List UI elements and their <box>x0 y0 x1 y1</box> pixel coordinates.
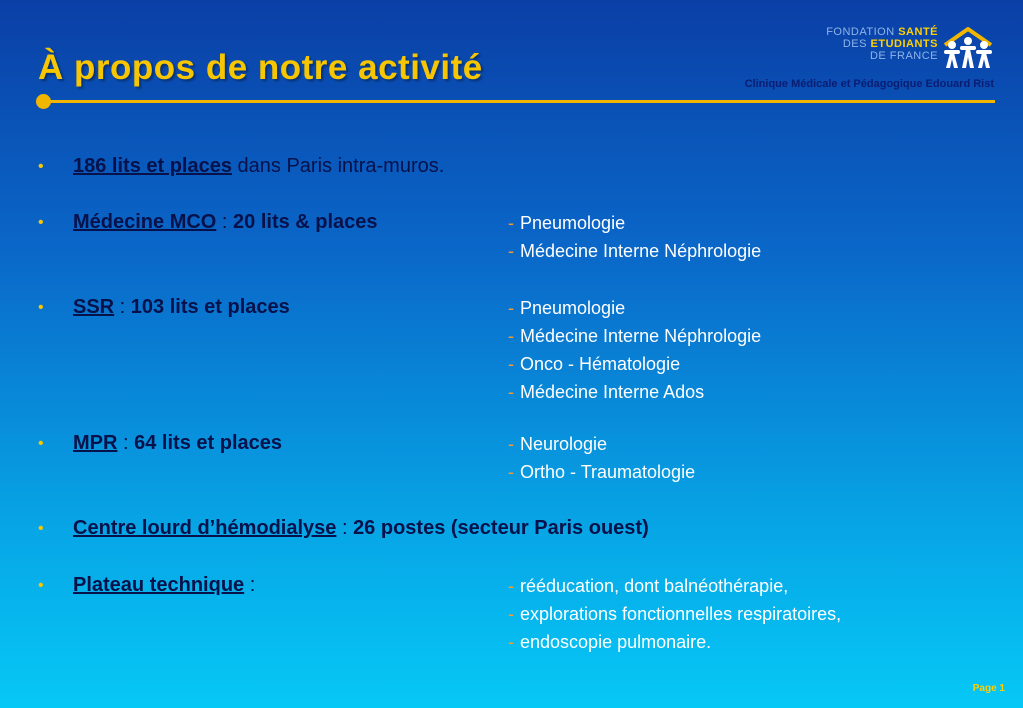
clinic-subtitle: Clinique Médicale et Pédagogique Edouard Rist <box>744 78 994 90</box>
bullet-icon: • <box>38 299 44 316</box>
list-item: MPR : 64 lits et places <box>73 432 282 454</box>
list-item: Plateau technique : <box>73 574 256 596</box>
sub-item: - Médecine Interne Néphrologie <box>508 326 762 346</box>
sub-item: - Pneumologie <box>508 298 626 318</box>
sub-item: - Onco - Hématologie <box>508 354 681 374</box>
sub-item: - Neurologie <box>508 434 608 454</box>
sub-item: - Ortho - Traumatologie <box>508 462 696 482</box>
item-link[interactable]: Plateau technique <box>73 574 245 596</box>
item-link[interactable]: 186 lits et places <box>73 155 232 177</box>
item-link[interactable]: SSR <box>73 296 115 318</box>
item-link[interactable]: Centre lourd d’hémodialyse <box>73 517 337 539</box>
bullet-icon: • <box>38 435 44 452</box>
page-title: À propos de notre activité <box>38 48 483 87</box>
sub-item: - Médecine Interne Néphrologie <box>508 241 762 261</box>
bullet-icon: • <box>38 520 44 537</box>
sub-item: - endoscopie pulmonaire. <box>508 632 712 652</box>
sub-item: - explorations fonctionnelles respiratoires, <box>508 604 842 624</box>
list-item: Centre lourd d’hémodialyse : 26 postes (secteur Paris ouest) <box>73 517 649 539</box>
bullet-icon: • <box>38 214 44 231</box>
item-link[interactable]: Médecine MCO <box>73 211 217 233</box>
title-rule <box>42 100 995 103</box>
list-item: SSR : 103 lits et places <box>73 296 290 318</box>
sub-item: - Médecine Interne Ados <box>508 382 705 402</box>
list-item: 186 lits et places dans Paris intra-muros. <box>73 155 445 177</box>
sub-item: - rééducation, dont balnéothérapie, <box>508 576 789 596</box>
students-house-icon <box>939 25 997 71</box>
item-link[interactable]: MPR <box>73 432 118 454</box>
list-item: Médecine MCO : 20 lits & places <box>73 211 378 233</box>
sub-item: - Pneumologie <box>508 213 626 233</box>
page-number: Page 1 <box>972 683 1005 694</box>
bullet-icon: • <box>38 577 44 594</box>
foundation-logo: FONDATION SANTÉ DES ETUDIANTS DE FRANCE <box>845 22 1000 74</box>
bullet-icon: • <box>38 158 44 175</box>
